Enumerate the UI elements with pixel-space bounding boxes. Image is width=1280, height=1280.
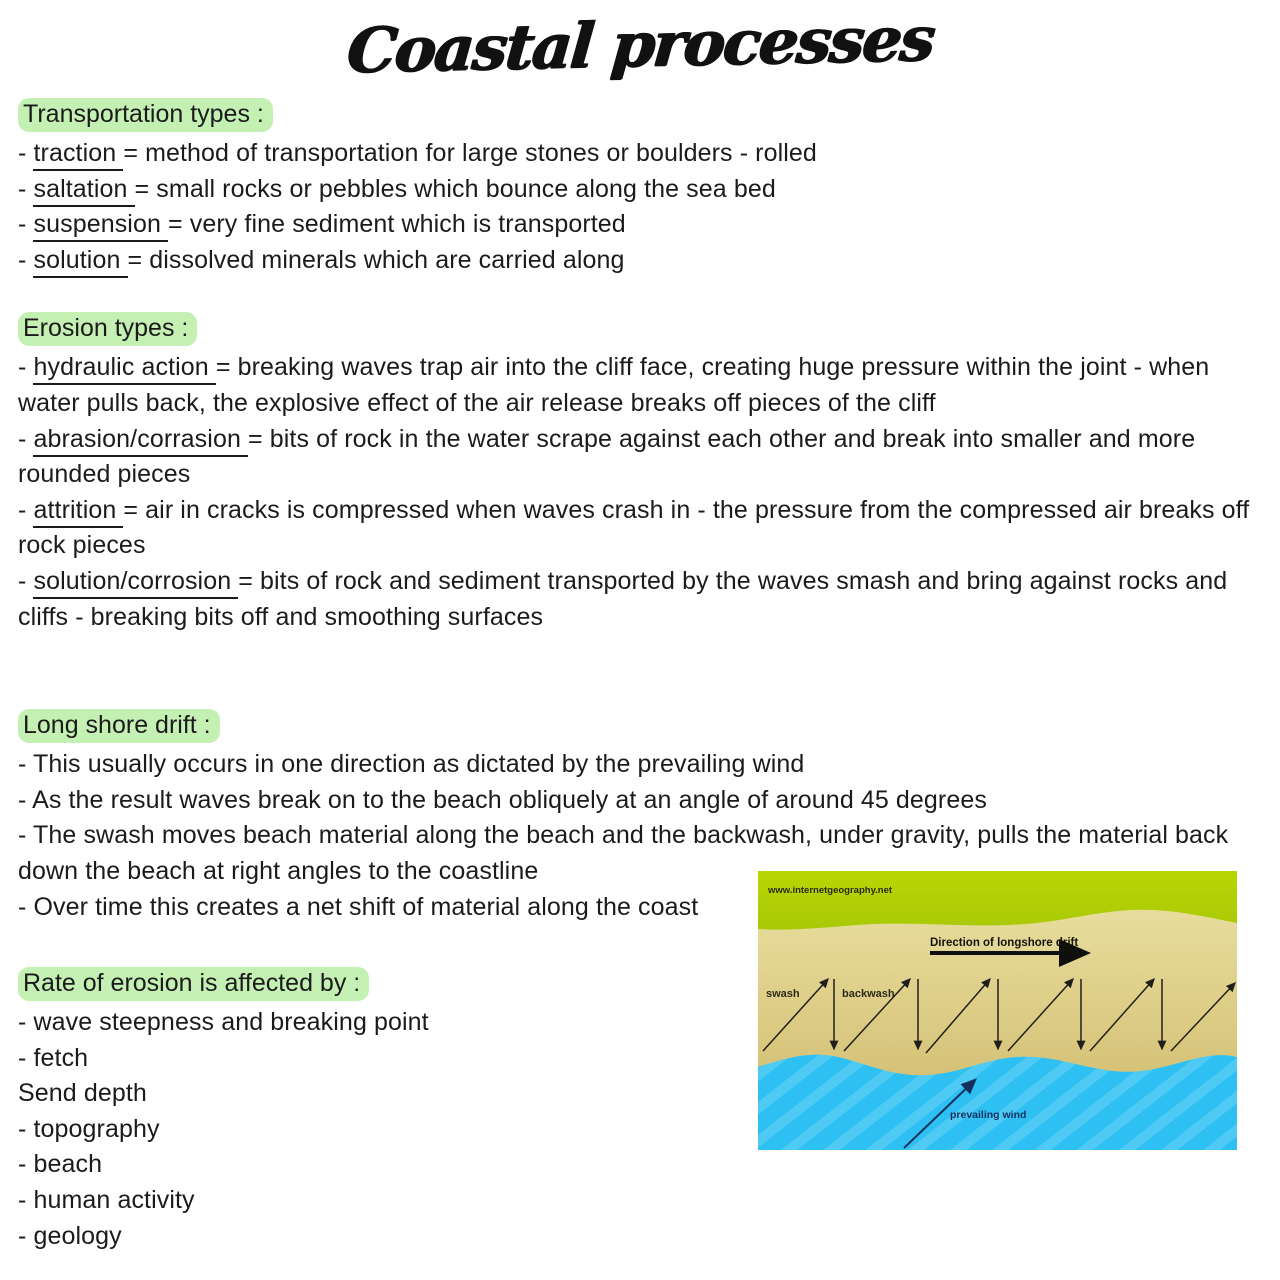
spacer xyxy=(18,635,1280,709)
list-item-continuation: cliffs - breaking bits off and smoothing surfaces xyxy=(18,602,544,631)
dash: - xyxy=(18,424,34,453)
definition: = method of transportation for large stones or boulders - rolled xyxy=(123,139,817,167)
spacer xyxy=(18,278,1280,312)
dash: - xyxy=(18,245,34,274)
definition: = very fine sediment which is transported xyxy=(168,210,626,239)
list-item: - fetch xyxy=(18,1043,89,1072)
list-item: - This usually occurs in one direction as dictated by the prevailing wind xyxy=(18,750,805,779)
list-item xyxy=(18,564,1280,600)
dash: - xyxy=(18,210,34,239)
list-item: - Over time this creates a net shift of material along the coast xyxy=(18,892,699,921)
definition: = dissolved minerals which are carried along xyxy=(127,245,625,274)
heading-rate-of-erosion: Rate of erosion is affected by : xyxy=(18,967,369,1001)
definition: = bits of rock and sediment transported by the waves smash and bring against rocks and xyxy=(238,566,1228,595)
list-item: - The swash moves beach material along the beach and the backwash, under gravity, pulls the material back xyxy=(18,821,1229,850)
definition: = bits of rock in the water scrape against each other and break into smaller and more xyxy=(248,424,1196,453)
diagram-backwash-label: backwash xyxy=(842,988,895,1000)
list-item: - human activity xyxy=(18,1186,195,1215)
section-erosion-types xyxy=(18,312,1280,635)
list-item: - beach xyxy=(18,1150,103,1179)
definition: = breaking waves trap air into the cliff face, creating huge pressure within the joint - when xyxy=(215,353,1210,382)
list-item-continuation: rounded pieces xyxy=(18,460,191,489)
sea-water xyxy=(758,1055,1237,1150)
list-item xyxy=(18,136,1280,172)
definition: = air in cracks is compressed when waves crash in - the pressure from the compressed air breaks off xyxy=(123,495,1250,524)
list-item xyxy=(18,172,1280,208)
list-item-continuation: water pulls back, the explosive effect of the air release breaks off pieces of the cliff xyxy=(18,388,936,417)
dash: - xyxy=(18,139,34,167)
key-term: attrition xyxy=(33,496,123,528)
list-item: - topography xyxy=(18,1114,160,1143)
list-item-continuation: rock pieces xyxy=(18,531,146,560)
page-title: Coastal processes xyxy=(344,1,936,88)
definition: = small rocks or pebbles which bounce along the sea bed xyxy=(134,174,776,203)
key-term: solution xyxy=(33,246,127,278)
dash: - xyxy=(18,566,34,595)
list-item-continuation: down the beach at right angles to the coastline xyxy=(18,856,539,885)
list-item: - geology xyxy=(18,1221,122,1250)
dash: - xyxy=(18,174,34,203)
list-item xyxy=(18,350,1280,386)
page-title-container xyxy=(0,1,1280,88)
diagram-watermark: www.internetgeography.net xyxy=(768,885,893,896)
diagram-drift-label: Direction of longshore drift xyxy=(930,937,1079,949)
heading-transportation-types: Transportation types : xyxy=(18,98,273,132)
list-item xyxy=(18,207,1280,243)
list-item: - As the result waves break on to the beach obliquely at an angle of around 45 degrees xyxy=(18,785,987,814)
key-term: saltation xyxy=(33,175,134,207)
key-term: traction xyxy=(33,139,123,171)
dash: - xyxy=(18,353,34,382)
key-term: suspension xyxy=(33,210,168,242)
diagram-swash-label: swash xyxy=(766,988,800,1000)
list-item: Send depth xyxy=(18,1079,147,1108)
longshore-drift-diagram xyxy=(758,871,1237,1150)
list-item: - wave steepness and breaking point xyxy=(18,1008,429,1037)
dash: - xyxy=(18,495,34,524)
heading-erosion-types: Erosion types : xyxy=(18,312,197,346)
list-item xyxy=(18,422,1280,458)
diagram-wind-label: prevailing wind xyxy=(950,1109,1027,1121)
section-transportation-types xyxy=(18,98,1280,278)
list-item xyxy=(18,243,1280,279)
list-item xyxy=(18,493,1280,529)
key-term: solution/corrosion xyxy=(33,567,238,599)
key-term: hydraulic action xyxy=(33,353,215,385)
key-term: abrasion/corrasion xyxy=(33,425,248,457)
heading-long-shore-drift: Long shore drift : xyxy=(18,709,220,743)
